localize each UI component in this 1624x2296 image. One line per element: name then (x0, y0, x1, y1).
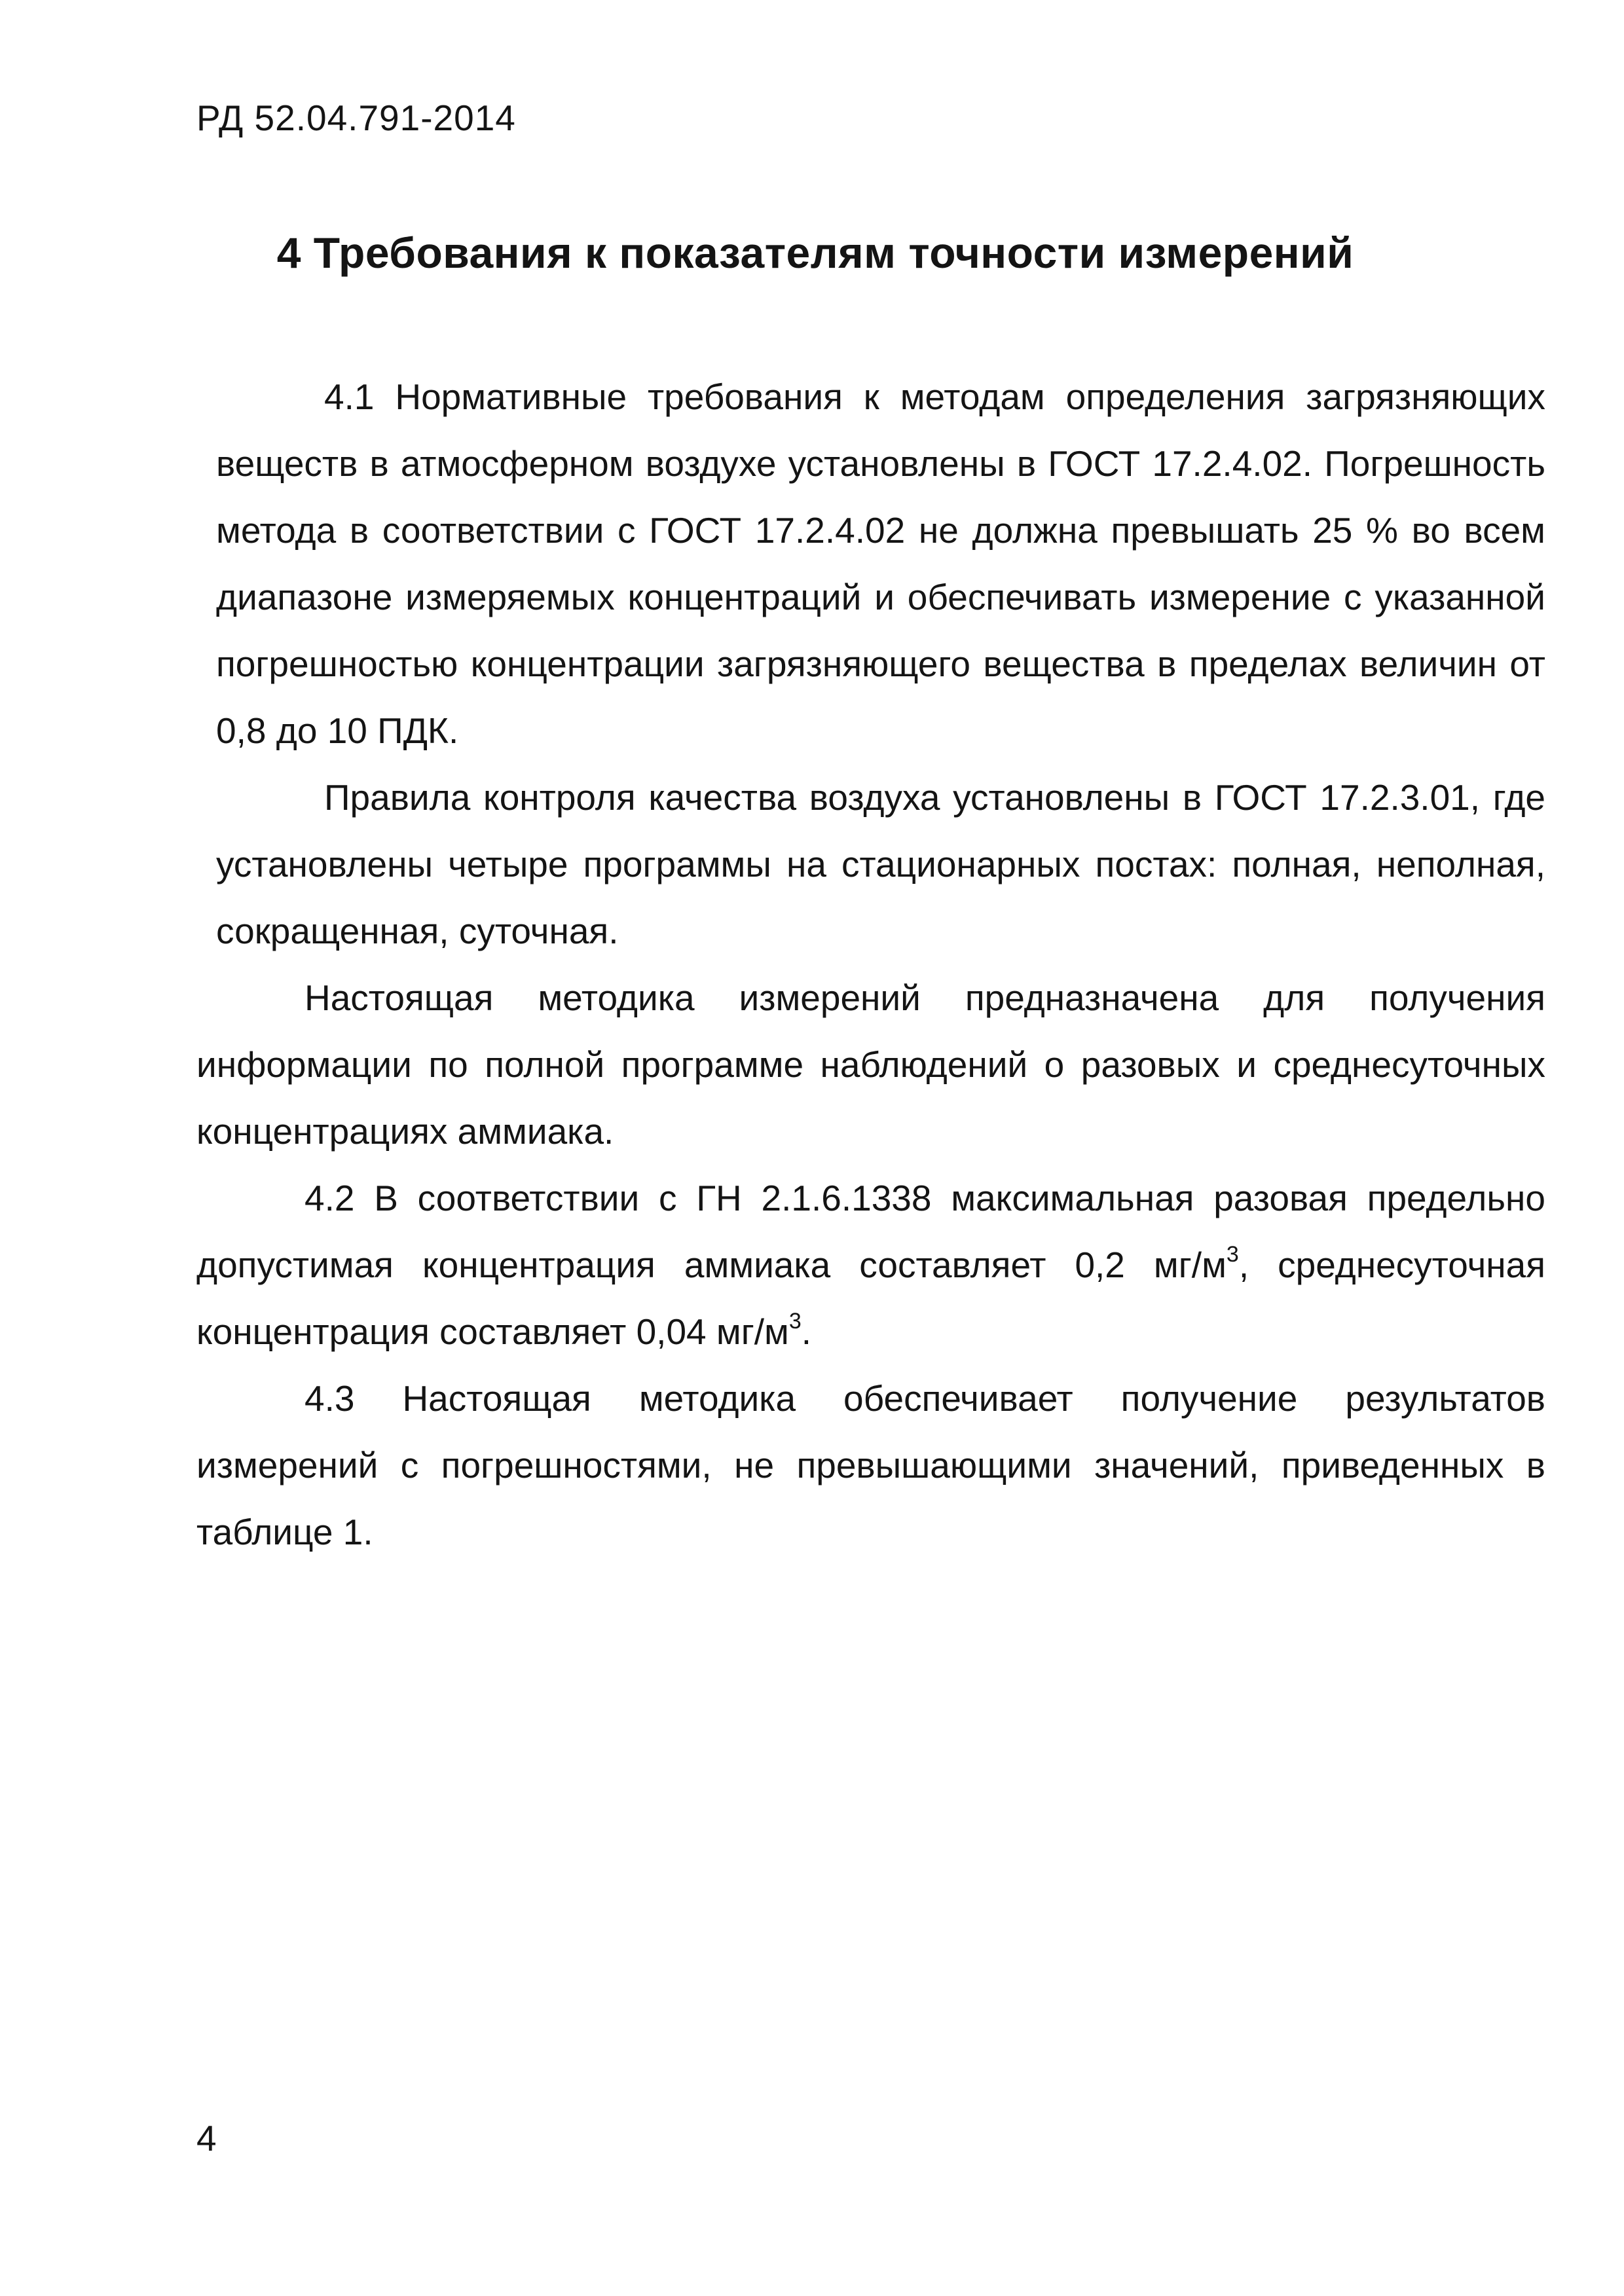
paragraph-4-2-text-1: 4.2 В соответствии с ГН 2.1.6.1338 максимальная разовая предельно допустимая концентрация аммиака составляет 0,2 мг/м (196, 1178, 1545, 1285)
paragraph-method-purpose: Настоящая методика измерений предназначена для получения информации по полной программе наблюдений о разовых и среднесуточных концентрациях аммиака. (196, 977, 1545, 1152)
page-number: 4 (196, 2118, 217, 2159)
document-code: РД 52.04.791-2014 (196, 98, 516, 138)
superscript-cubic: 3 (788, 1309, 802, 1334)
paragraph-4-2 (196, 1165, 1545, 1365)
paragraph-4-2-text-2: , среднесуточная концентрация составляет 0,04 мг/м (196, 1245, 1546, 1352)
paragraph-4-3: 4.3 Настоящая методика обеспечивает получение результатов измерений с погрешностями, не превышающими значений, приведенных в таблице 1. (196, 1378, 1545, 1552)
paragraph-4-2-text-3: . (801, 1311, 812, 1352)
section-title: 4 Требования к показателям точности измерений (276, 228, 1354, 277)
paragraph-quality-control-rules: Правила контроля качества воздуха установлены в ГОСТ 17.2.3.01, где установлены четыре программы на стационарных постах: полная, неполная, сокращенная, суточная. (216, 777, 1545, 951)
superscript-cubic: 3 (1226, 1242, 1239, 1267)
section-body (196, 363, 1545, 1565)
paragraph-4-1: 4.1 Нормативные требования к методам определения загрязняющих веществ в атмосферном воздухе установлены в ГОСТ 17.2.4.02. Погрешность метода в соответствии с ГОСТ 17.2.4.02 не должна превышать 25 % во всем диапазоне измеряемых концентраций и обеспечивать измерение с указанной погрешностью концентрации загрязняющего вещества в пределах величин от 0,8 до 10 ПДК. (216, 376, 1545, 751)
